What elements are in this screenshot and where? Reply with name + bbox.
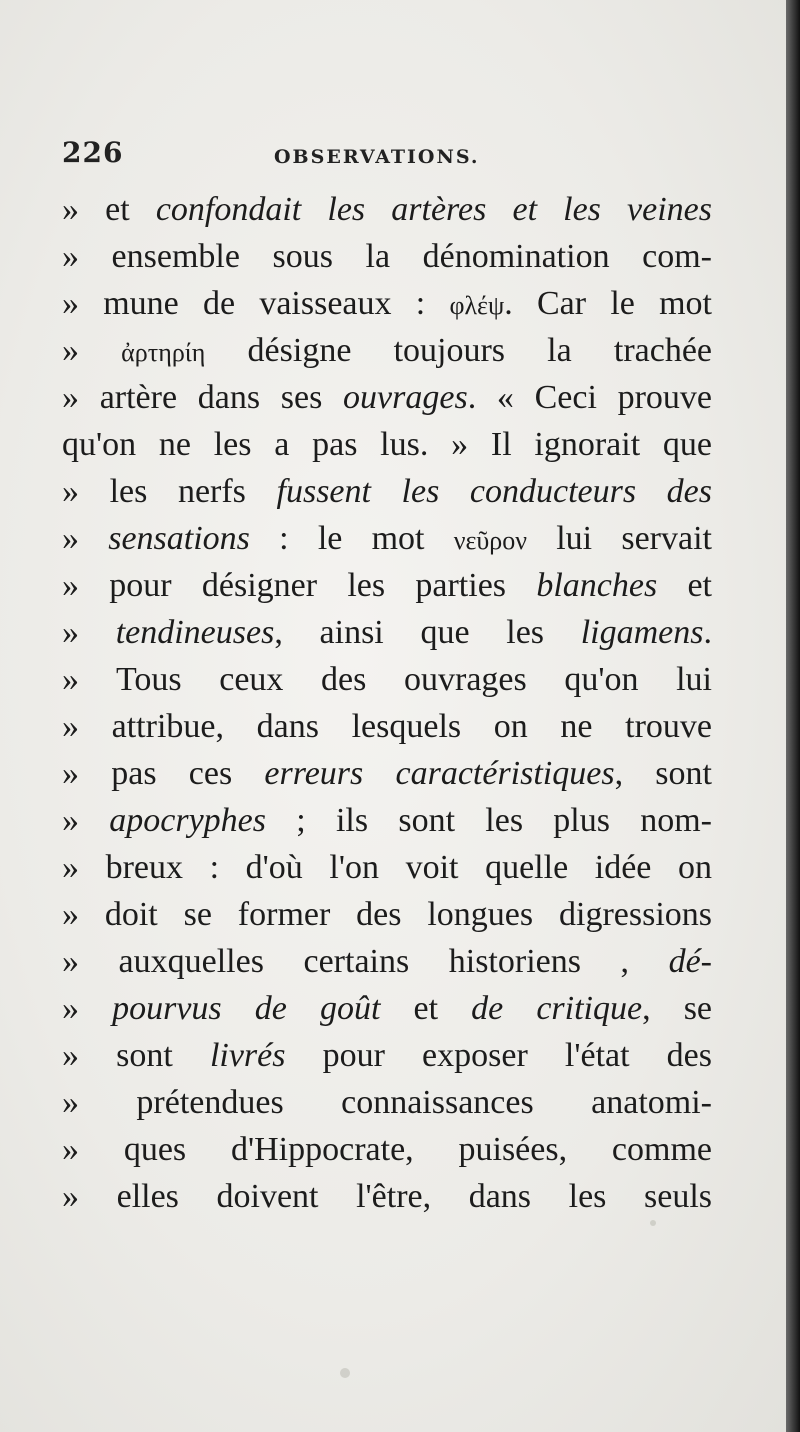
italic-text: sensations (108, 520, 250, 557)
italic-text: apocryphes (109, 802, 267, 839)
text-segment: : le mot (249, 520, 454, 557)
text-line (62, 374, 712, 421)
paper-speck (340, 1368, 350, 1378)
text-line (62, 327, 712, 374)
text-segment: désigne toujours la trachée (205, 332, 713, 369)
text-line (62, 703, 712, 750)
italic-text: blanches (536, 567, 658, 604)
text-segment: pour exposer l'état des (285, 1037, 713, 1074)
paper-speck (650, 1220, 656, 1226)
text-segment: » artère dans ses (62, 379, 344, 416)
text-segment: » prétendues connaissances anatomi- (62, 1084, 712, 1121)
text-segment: » et (62, 191, 156, 228)
text-segment: » Tous ceux des ouvrages qu'on lui (62, 661, 712, 698)
text-segment: qu'on ne les a pas lus. » Il ignorait que (62, 426, 712, 463)
italic-text: erreurs caractéristiques (264, 755, 615, 792)
text-segment: » attribue, dans lesquels on ne trouve (62, 708, 712, 745)
page-number: 226 (62, 136, 124, 169)
text-line (62, 891, 712, 938)
text-segment: , ainsi que les (274, 614, 581, 651)
text-line (62, 938, 712, 985)
italic-text: pourvus de goût (112, 990, 381, 1027)
text-segment: » pour désigner les parties (62, 567, 537, 604)
italic-text: de critique (471, 990, 643, 1027)
italic-text: ouvrages (343, 379, 468, 416)
text-segment: » (62, 520, 109, 557)
text-segment: » auxquelles certains historiens , (62, 943, 669, 980)
text-line (62, 750, 712, 797)
text-segment: » les nerfs (62, 473, 277, 510)
text-segment: » mune de vaisseaux : (62, 285, 450, 322)
text-line (62, 844, 712, 891)
page-header (62, 136, 702, 176)
text-segment: . Car le mot (504, 285, 712, 322)
italic-text: livrés (209, 1037, 286, 1074)
italic-text: tendineuses (115, 614, 275, 651)
body-text (62, 186, 712, 1220)
text-line (62, 797, 712, 844)
text-segment: . (703, 614, 712, 651)
text-segment: » pas ces (62, 755, 265, 792)
text-segment: » (62, 990, 113, 1027)
text-segment: » doit se former des longues digressions (62, 896, 712, 933)
text-line (62, 562, 712, 609)
greek-word: ἀρτηρίη (121, 338, 206, 367)
text-segment: , se (642, 990, 713, 1027)
text-segment: » (62, 332, 122, 369)
text-line (62, 280, 712, 327)
text-segment: » (62, 802, 110, 839)
text-line (62, 985, 712, 1032)
text-line (62, 233, 712, 280)
text-segment: » (62, 614, 116, 651)
italic-text: ligamens (580, 614, 704, 651)
text-line (62, 515, 712, 562)
italic-text: dé- (668, 943, 712, 980)
text-line (62, 186, 712, 233)
text-segment: » elles doivent l'être, dans les seuls (62, 1178, 712, 1215)
text-line (62, 468, 712, 515)
text-line (62, 421, 712, 468)
text-segment: » breux : d'où l'on voit quelle idée on (62, 849, 712, 886)
text-segment: ; ils sont les plus nom- (266, 802, 713, 839)
greek-word: φλέψ (449, 291, 505, 320)
text-line (62, 656, 712, 703)
page-edge-shadow (786, 0, 800, 1432)
text-line (62, 1173, 712, 1220)
text-line (62, 1126, 712, 1173)
italic-text: fussent les conducteurs des (276, 473, 713, 510)
italic-text: confondait les artères et les veines (155, 191, 712, 228)
text-line (62, 1079, 712, 1126)
text-segment: » sont (62, 1037, 210, 1074)
text-segment: , sont (614, 755, 712, 792)
text-segment: lui servait (527, 520, 712, 557)
greek-word: νεῦρον (453, 526, 527, 555)
running-head: OBSERVATIONS. (274, 146, 480, 168)
text-segment: . « Ceci prouve (467, 379, 712, 416)
text-segment: et (657, 567, 712, 604)
text-line (62, 1032, 712, 1079)
text-segment: » ensemble sous la dénomination com- (62, 238, 712, 275)
text-segment: » ques d'Hippocrate, puisées, comme (62, 1131, 712, 1168)
text-line (62, 609, 712, 656)
text-segment: et (380, 990, 472, 1027)
